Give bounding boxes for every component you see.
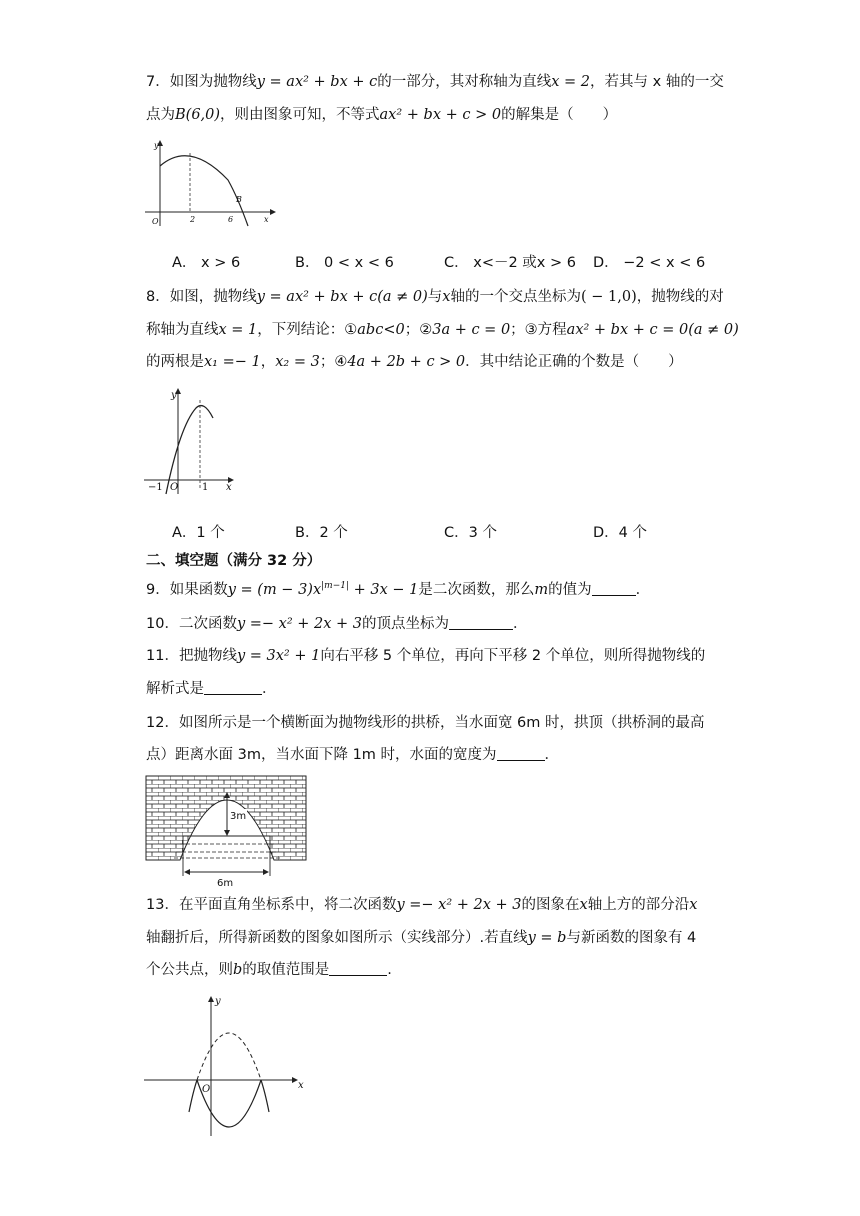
answer-blank[interactable] (329, 961, 387, 976)
equation: + 3x − 1 (349, 582, 419, 598)
q11-line-2 (146, 679, 277, 699)
point-label: B (236, 195, 242, 204)
text: ；③方程 (510, 322, 567, 338)
text: 个公共点，则 (146, 962, 233, 978)
y-arrow-icon (208, 996, 214, 1002)
arrow-left-icon (184, 869, 190, 875)
dashed-original-arc (197, 1033, 261, 1080)
text: 如图为抛物线 (169, 74, 257, 90)
variable: m (534, 582, 549, 598)
text: 轴翻折后，所得新函数的图象如图所示（实线部分）.若直线 (146, 930, 528, 946)
origin-label: O (202, 1084, 211, 1095)
question-number: 8． (146, 289, 170, 305)
x-label: x (226, 482, 232, 493)
tick-label: −1 (148, 482, 163, 493)
origin-label: O (170, 482, 179, 493)
text: 称轴为直线 (146, 322, 219, 338)
equation: y = ax² + bx + c(a ≠ 0) (256, 289, 428, 305)
text: 向右平移 5 个单位，再向下平移 2 个单位，则所得抛物线的 (320, 648, 706, 664)
q8-option-d[interactable]: D．4 个 (593, 525, 647, 541)
exponent: |m−1| (321, 581, 350, 591)
text: 在平面直角坐标系中，将二次函数 (178, 897, 397, 913)
variable: b (233, 962, 243, 978)
text: 的一部分，其对称轴为直线 (377, 74, 552, 90)
text: ，抛物线的对 (636, 289, 724, 305)
text: 点）距离水面 3m，当水面下降 1m 时，水面的宽度为 (146, 747, 497, 763)
text: 的两根是 (146, 354, 204, 370)
x-label: x (264, 215, 269, 224)
q8-option-b[interactable]: B．2 个 (295, 525, 348, 541)
text: 点为 (146, 107, 175, 123)
text: 的取值范围是 (242, 962, 330, 978)
text: ． (262, 681, 277, 697)
variable: x (689, 897, 698, 913)
text: 与新函数的图象有 4 (566, 930, 697, 946)
q12-bridge-figure (146, 776, 308, 888)
point: ( − 1,0) (580, 289, 637, 305)
parabola-curve (166, 406, 213, 494)
answer-blank[interactable] (204, 680, 262, 695)
x-label: x (298, 1080, 304, 1091)
text: 的图象在 (521, 897, 580, 913)
parabola-curve (160, 156, 248, 226)
q13-line-2 (146, 928, 696, 948)
answer-blank[interactable] (592, 581, 636, 596)
inequality: ax² + bx + c > 0 (379, 107, 502, 123)
text: ，下列结论：① (257, 322, 358, 338)
height-label: 3m (230, 811, 247, 822)
text: ． (544, 747, 560, 763)
y-label: y (215, 996, 221, 1007)
text: 的解集是（ ） (501, 107, 618, 123)
equation: y = b (527, 930, 567, 946)
text: 如果函数 (169, 582, 228, 598)
text: ；④ (319, 354, 348, 370)
y-label: y (154, 141, 159, 150)
q7-option-a[interactable]: A． x > 6 (172, 255, 241, 271)
equation: y = ax² + bx + c (256, 74, 378, 90)
text: 把抛物线 (178, 648, 237, 664)
left-branch (189, 1080, 197, 1112)
brick-wall (146, 776, 306, 860)
question-number: 12． (146, 715, 179, 731)
text: ． (513, 616, 528, 632)
y-label: y (171, 390, 177, 401)
text: 二次函数 (178, 616, 237, 632)
equation: y = (m − 3)x (227, 582, 322, 598)
equation: x = 1 (218, 322, 258, 338)
text: . (387, 962, 392, 978)
q8-figure (140, 386, 240, 498)
question-number: 7． (146, 74, 170, 90)
text: ， (260, 354, 276, 370)
equation: x = 2 (551, 74, 591, 90)
q7-line-2 (146, 105, 617, 125)
q12-line-1 (146, 713, 705, 733)
q9-line (146, 580, 650, 600)
text: ． (635, 582, 651, 598)
q7-option-c[interactable]: C． x<－2 或x > 6 (444, 255, 576, 271)
q11-line-1 (146, 646, 705, 666)
q10-line (146, 614, 528, 634)
point: B(6,0) (175, 107, 221, 123)
text: 如图，抛物线 (169, 289, 257, 305)
equation: abc<0 (357, 322, 405, 338)
text: ，则由图象可知，不等式 (220, 107, 380, 123)
text: 是二次函数，那么 (418, 582, 535, 598)
text: 轴的一个交点坐标为 (450, 289, 581, 305)
q12-line-2 (146, 745, 559, 765)
q13-line-1 (146, 895, 697, 915)
origin-label: O (152, 217, 159, 226)
x-arrow-icon (270, 209, 276, 215)
tick-label: 2 (190, 215, 196, 224)
equation: 3a + c = 0 (432, 322, 511, 338)
answer-blank[interactable] (449, 615, 513, 630)
q7-line-1 (146, 72, 724, 92)
section-heading: 二、填空题（满分 32 分） (146, 553, 322, 569)
text: ；② (404, 322, 433, 338)
tick-label: 6 (228, 215, 234, 224)
width-label: 6m (217, 878, 234, 889)
answer-blank[interactable] (497, 746, 545, 761)
question-number: 13． (146, 897, 179, 913)
equation: y =− x² + 2x + 3 (396, 897, 522, 913)
right-branch (261, 1080, 269, 1112)
variable: x (442, 289, 451, 305)
equation: ax² + bx + c = 0(a ≠ 0) (566, 322, 739, 338)
question-number: 10． (146, 616, 179, 632)
text: 轴上方的部分沿 (587, 897, 690, 913)
variable: x (579, 897, 588, 913)
q8-line-1 (146, 287, 724, 307)
equation: y =− x² + 2x + 3 (236, 616, 363, 632)
text: 解析式是 (146, 681, 204, 697)
text: ．其中结论正确的个数是（ ） (465, 354, 683, 370)
q7-option-b[interactable]: B． 0 < x < 6 (295, 255, 394, 271)
text: 如图所示是一个横断面为抛物线形的拱桥，当水面宽 6m 时，拱顶（拱桥洞的最高 (178, 715, 705, 731)
equation: 4a + 2b + c > 0 (347, 354, 466, 370)
text: 与 (427, 289, 443, 305)
q7-option-d[interactable]: D． −2 < x < 6 (593, 255, 706, 271)
question-number: 11． (146, 648, 179, 664)
q13-line-3 (146, 960, 392, 980)
equation: x₁ =− 1 (204, 354, 261, 370)
arrow-right-icon (263, 869, 269, 875)
q8-line-3 (146, 352, 683, 372)
question-number: 9． (146, 582, 170, 598)
tick-label: 1 (202, 482, 209, 493)
q8-option-a[interactable]: A．1 个 (172, 525, 225, 541)
text: 的值为 (548, 582, 592, 598)
q8-option-c[interactable]: C．3 个 (444, 525, 497, 541)
q8-line-2 (146, 320, 739, 340)
equation: x₂ = 3 (275, 354, 320, 370)
text: ，若其与 x 轴的一交 (590, 74, 724, 90)
q13-figure (140, 992, 310, 1138)
q7-figure (140, 138, 280, 228)
arrow-down-icon (224, 830, 230, 836)
text: 的顶点坐标为 (362, 616, 450, 632)
equation: y = 3x² + 1 (236, 648, 321, 664)
